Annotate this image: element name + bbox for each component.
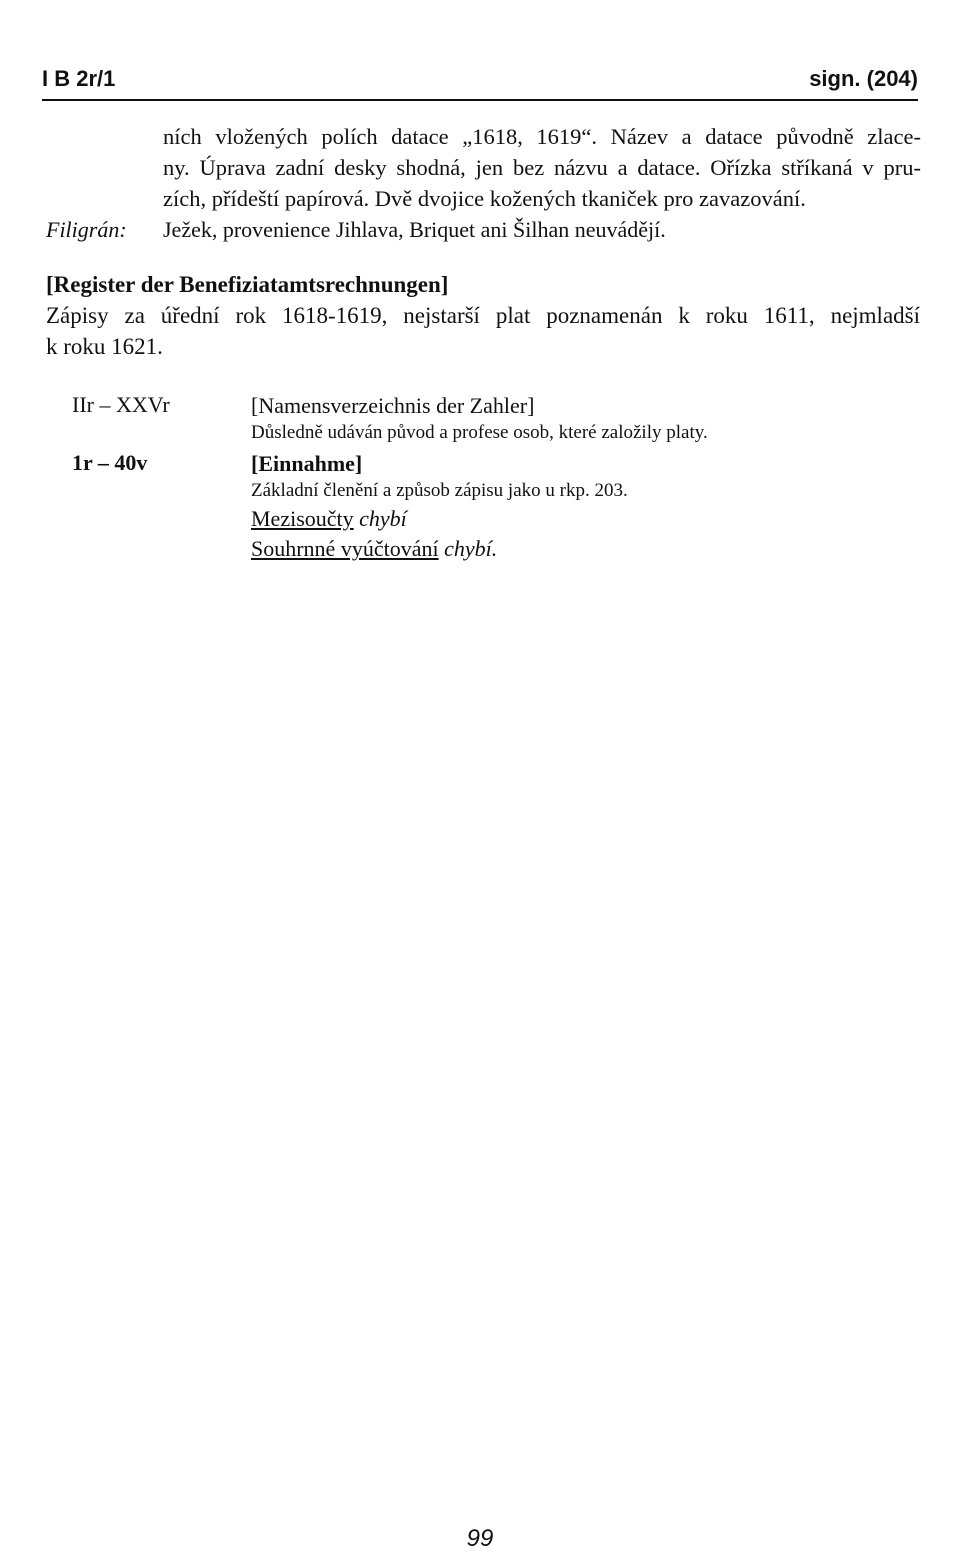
register-title: [Register der Benefiziatamtsrechnungen]: [46, 272, 449, 297]
subtotals-status: chybí: [359, 506, 407, 531]
filigran-value: Ježek, provenience Jihlava, Briquet ani Šilhan neuvádějí.: [163, 217, 666, 242]
entry-content: [251, 450, 911, 564]
filigran-label: Filigrán:: [46, 217, 127, 242]
register-text-line: Zápisy za úřední rok 1618-1619, nejstarší plat poznamenán k roku 1611, nejmladší: [46, 303, 920, 328]
description-line: ny. Úprava zadní desky shodná, jen bez názvu a datace. Ořízka stříkaná v pru-: [163, 155, 921, 180]
signature-number: sign. (204): [809, 66, 918, 91]
entry-title: [Namensverzeichnis der Zahler]: [251, 393, 535, 418]
folio-range: 1r – 40v: [72, 450, 148, 475]
description-line: ních vložených polích datace „1618, 1619“. Název a datace původně zlace-: [163, 124, 921, 149]
register-section: [46, 269, 920, 362]
summary-label: Souhrnné vyúčtování: [251, 536, 439, 561]
subtotals-line: [251, 504, 911, 534]
entry-note: Základní členění a způsob zápisu jako u rkp. 203.: [251, 480, 628, 501]
page-number: 99: [466, 1525, 494, 1552]
entry-note: Důsledně udáván původ a profese osob, které založily platy.: [251, 422, 708, 443]
register-text-line: k roku 1621.: [46, 334, 163, 359]
description-line: zích, přídeští papírová. Dvě dvojice kožených tkaniček pro zavazování.: [163, 186, 806, 211]
folio-range: IIr – XXVr: [72, 392, 170, 417]
header-rule: [42, 99, 918, 101]
subtotals-label: Mezisoučty: [251, 506, 354, 531]
description-block: [163, 121, 921, 214]
signature-code: I B 2r/1: [42, 66, 116, 91]
summary-status: chybí.: [444, 536, 498, 561]
filigran-row: [46, 214, 666, 245]
entry-content: [251, 392, 911, 446]
entry-row: [72, 392, 912, 450]
entries-list: [72, 392, 912, 561]
page-header: [42, 66, 918, 100]
summary-line: [251, 534, 911, 564]
entry-title: [Einnahme]: [251, 451, 363, 476]
